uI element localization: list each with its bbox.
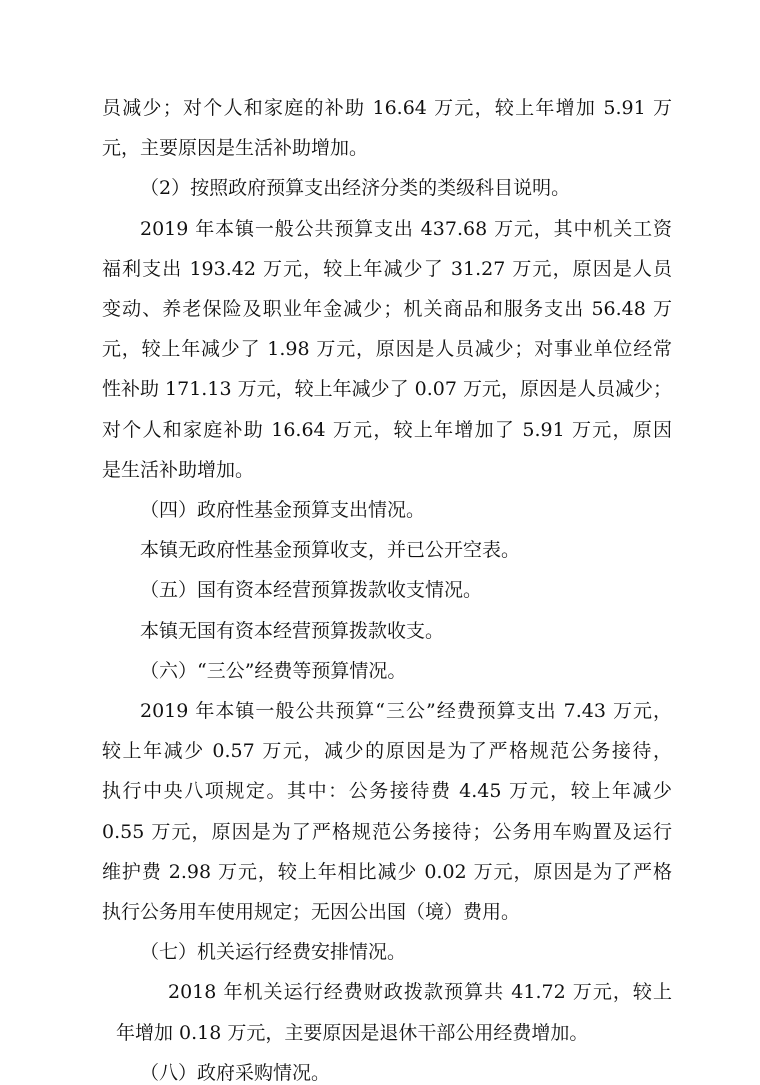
section-heading: （七）机关运行经费安排情况。 (140, 941, 407, 964)
section-heading: （五）国有资本经营预算拨款收支情况。 (140, 579, 483, 602)
section-heading: （八）政府采购情况。 (140, 1061, 331, 1084)
text-line: 较上年减少 0.57 万元，减少的原因是为了严格规范公务接待， (102, 740, 672, 763)
text-line: 本镇无政府性基金预算收支，并已公开空表。 (140, 539, 521, 562)
text-line: 执行中央八项规定。其中：公务接待费 4.45 万元，较上年减少 (102, 780, 672, 803)
text-line: 2019 年本镇一般公共预算支出 437.68 万元，其中机关工资 (140, 217, 672, 240)
section-heading: （四）政府性基金预算支出情况。 (140, 499, 426, 521)
text-line: 性补助 171.13 万元，较上年减少了 0.07 万元，原因是人员减少； (102, 378, 672, 401)
text-line: 2019 年本镇一般公共预算“三公”经费预算支出 7.43 万元， (140, 700, 672, 722)
section-heading: （六）“三公”经费等预算情况。 (140, 659, 407, 682)
text-line: 维护费 2.98 万元，较上年相比减少 0.02 万元，原因是为了严格 (102, 860, 672, 883)
text-line: 2018 年机关运行经费财政拨款预算共 41.72 万元，较上 (168, 981, 672, 1004)
text-line: 年增加 0.18 万元，主要原因是退休干部公用经费增加。 (116, 1021, 589, 1044)
text-line: 元，主要原因是生活补助增加。 (102, 137, 369, 160)
text-line: 员减少；对个人和家庭的补助 16.64 万元，较上年增加 5.91 万 (102, 97, 672, 119)
text-line: 元，较上年减少了 1.98 万元，原因是人员减少；对事业单位经常 (102, 338, 672, 361)
text-line: 福利支出 193.42 万元，较上年减少了 31.27 万元，原因是人员 (102, 257, 672, 280)
text-line: 执行公务用车使用规定；无因公出国（境）费用。 (102, 901, 521, 923)
text-line: 0.55 万元，原因是为了严格规范公务接待；公务用车购置及运行 (102, 820, 672, 843)
text-line: 变动、养老保险及职业年金减少；机关商品和服务支出 56.48 万 (102, 298, 672, 320)
text-line: 对个人和家庭补助 16.64 万元，较上年增加了 5.91 万元，原因 (102, 418, 672, 441)
section-heading: （2）按照政府预算支出经济分类的类级科目说明。 (140, 177, 571, 200)
text-line: 本镇无国有资本经营预算拨款收支。 (140, 619, 445, 642)
text-line: 是生活补助增加。 (102, 458, 255, 481)
